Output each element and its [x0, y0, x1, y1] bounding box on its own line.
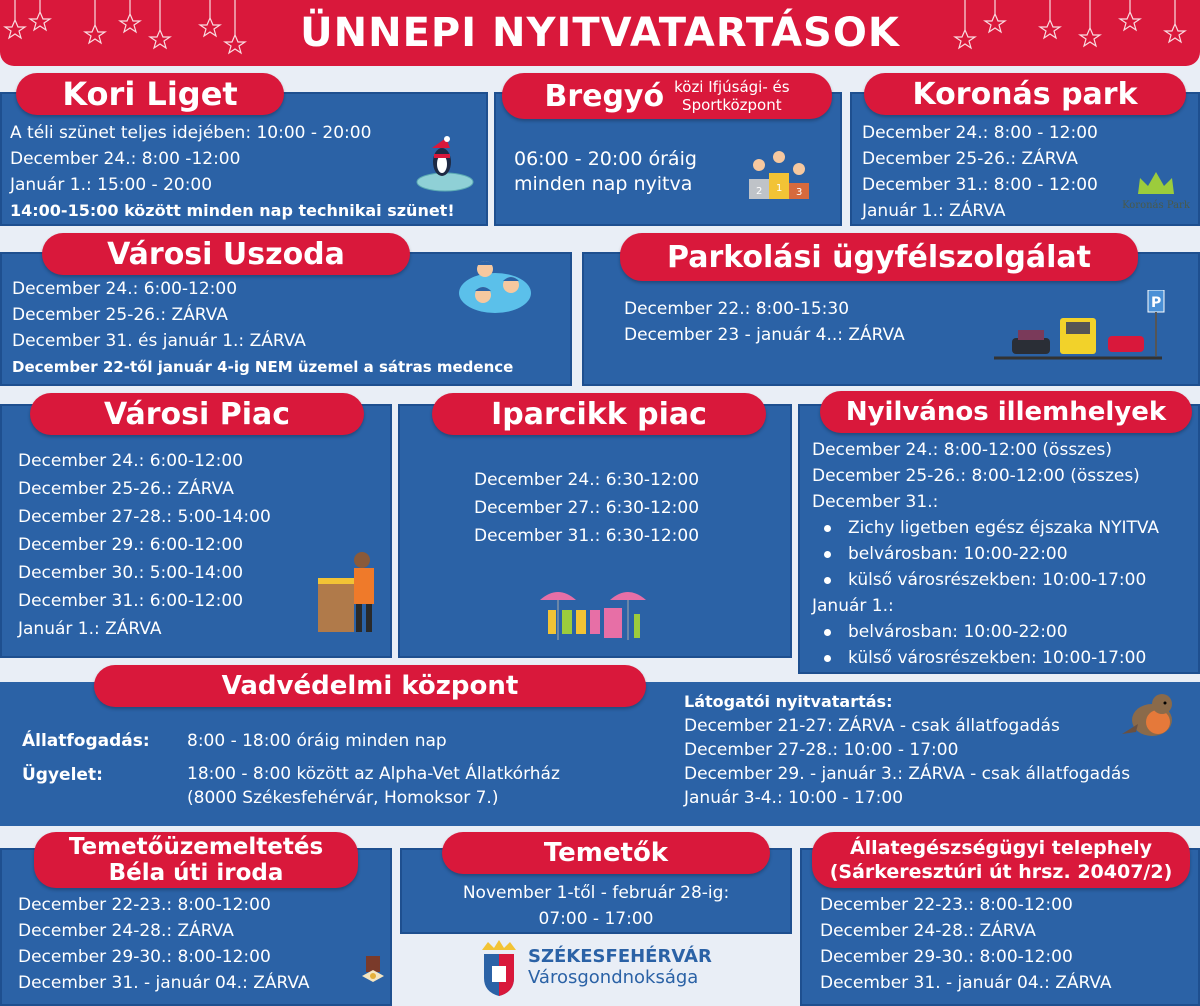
koronas-park-hours: December 24.: 8:00 - 12:00 December 25-26.: ZÁRVA December 31.: 8:00 - 12:00 Január 1.: ZÁRVA	[862, 123, 1098, 221]
christmas-stars-decoration-icon	[950, 0, 1200, 66]
market-vendor-icon	[316, 550, 382, 636]
allategeszsegugyi-title: Állategészségügyi telephely (Sárkeresztúri út hrsz. 20407/2)	[812, 832, 1190, 888]
svg-text:1: 1	[776, 183, 783, 194]
varosi-uszoda-title: Városi Uszoda	[42, 233, 410, 275]
varosi-piac-hours: December 24.: 6:00-12:00 December 25-26.: ZÁRVA December 27-28.: 5:00-14:00 December 29.: 6:00-12:00 December 30.: 5:00-14:00 December 31.: 6:00-12:00 Január 1.: ZÁRVA	[18, 451, 271, 639]
list-item: külső városrészekben: 10:00-17:00	[812, 567, 1159, 593]
varosi-uszoda-hours: December 24.: 6:00-12:00 December 25-26.: ZÁRVA December 31. és január 1.: ZÁRVA December 22-től január 4-ig NEM üzemel a sátras medence	[12, 276, 513, 380]
parkolasi-title: Parkolási ügyfélszolgálat	[620, 233, 1138, 281]
allatfogadas-row: Állatfogadás: 8:00 - 18:00 óráig minden nap	[22, 731, 447, 751]
christmas-stars-decoration-icon	[0, 0, 250, 66]
illemhelyek-title: Nyilvános illemhelyek	[820, 391, 1192, 433]
svg-text:2: 2	[756, 186, 763, 197]
page-title: ÜNNEPI NYITVATARTÁSOK	[300, 10, 900, 56]
svg-text:3: 3	[796, 187, 803, 198]
vadvedelmi-title: Vadvédelmi központ	[94, 665, 646, 707]
kori-liget-hours: A téli szünet teljes idejében: 10:00 - 20:00 December 24.: 8:00 -12:00 Január 1.: 15:00 - 20:00 14:00-15:00 között minden nap technikai szünet!	[10, 120, 455, 224]
swimming-kids-icon	[455, 255, 535, 317]
varosi-uszoda-note: December 22-től január 4-ig NEM üzemel a sátras medence	[12, 358, 514, 376]
podium-kids-icon	[745, 145, 813, 201]
crown-icon	[1136, 170, 1176, 196]
iparcikk-piac-hours: December 24.: 6:30-12:00 December 27.: 6:30-12:00 December 31.: 6:30-12:00	[474, 470, 700, 546]
jan1-list	[812, 619, 1159, 671]
illemhelyek-hours: December 24.: 8:00-12:00 (összes) December 25-26.: 8:00-12:00 (összes) December 31.: Zichy ligetben egész éjszaka NYITVA belvárosban: 10:00-22:00 külső városrészekben: 10:00-17:00 Január 1.: belvárosban: 10:00-22:00 külső városrészekben: 10:00-17:00	[812, 437, 1159, 671]
kori-liget-title: Kori Liget	[16, 73, 284, 115]
city-crest-icon	[478, 940, 520, 996]
koronas-park-logo: Koronás Park	[1118, 170, 1194, 212]
szekesfehervar-logo: SZÉKESFEHÉRVÁR Városgondnoksága	[478, 940, 712, 996]
list-item: külső városrészekben: 10:00-17:00	[812, 645, 1159, 671]
candle-flower-icon	[356, 952, 390, 990]
ugyelet-row: Ügyelet: 18:00 - 8:00 között az Alpha-Vet Állatkórház (8000 Székesfehérvár, Homoksor 7.)	[22, 764, 560, 808]
iparcikk-piac-title: Iparcikk piac	[432, 393, 766, 435]
svg-text:P: P	[1151, 295, 1162, 311]
allategeszsegugyi-hours: December 22-23.: 8:00-12:00 December 24-28.: ZÁRVA December 29-30.: 8:00-12:00 December 31. - január 04.: ZÁRVA	[820, 895, 1112, 993]
varosi-piac-title: Városi Piac	[30, 393, 364, 435]
temetok-title: Temetők	[442, 832, 770, 874]
skating-penguin-icon	[412, 136, 478, 194]
bregyo-title: Bregyó közi Ifjúsági- és Sportközpont	[502, 73, 832, 119]
bregyo-hours: 06:00 - 20:00 óráig minden nap nyitva	[514, 148, 697, 195]
dec31-list	[812, 515, 1159, 593]
list-item: belvárosban: 10:00-22:00	[812, 619, 1159, 645]
market-stalls-icon	[538, 586, 650, 642]
koronas-park-title: Koronás park	[864, 73, 1186, 115]
kori-liget-note: 14:00-15:00 között minden nap technikai szünet!	[10, 201, 455, 220]
parking-cars-icon	[992, 290, 1172, 362]
header-banner	[0, 0, 1200, 66]
list-item: Zichy ligetben egész éjszaka NYITVA	[812, 515, 1159, 541]
temetouzem-hours: December 22-23.: 8:00-12:00 December 24-28.: ZÁRVA December 29-30.: 8:00-12:00 December 31. - január 04.: ZÁRVA	[18, 895, 310, 993]
vadvedelmi-info	[22, 728, 560, 810]
temetok-hours: November 1-től - február 28-ig: 07:00 - 17:00	[462, 883, 730, 929]
robin-bird-icon	[1118, 690, 1180, 746]
latogatoi-hours: Látogatói nyitvatartás: December 21-27: ZÁRVA - csak állatfogadás December 27-28.: 10:00 - 17:00 December 29. - január 3.: ZÁRVA - csak állatfogadás Január 3-4.: 10:00 - 17:00	[684, 692, 1131, 808]
temetouzem-title: Temetőüzemeltetés Béla úti iroda	[34, 832, 358, 888]
list-item: belvárosban: 10:00-22:00	[812, 541, 1159, 567]
parkolasi-hours: December 22.: 8:00-15:30 December 23 - január 4..: ZÁRVA	[624, 299, 905, 345]
